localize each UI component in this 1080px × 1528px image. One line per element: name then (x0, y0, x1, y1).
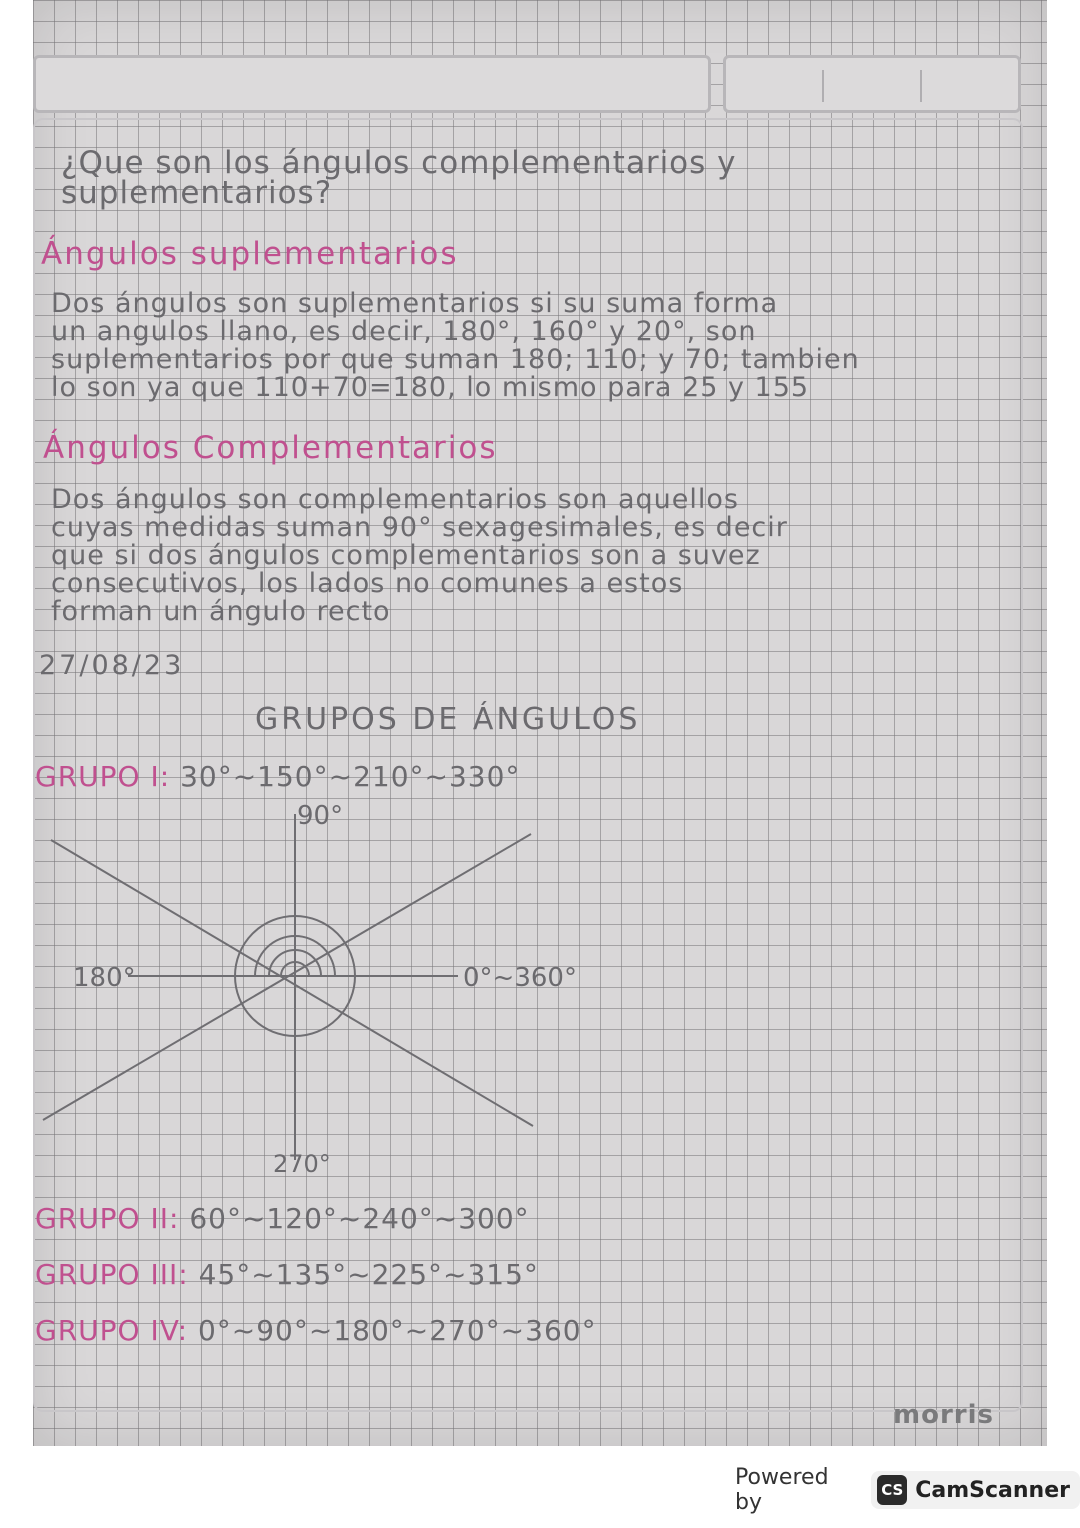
date: 27/08/23 (39, 650, 185, 681)
group-values: 30°~150°~210°~330° (180, 760, 521, 793)
group-label: GRUPO I (35, 760, 160, 793)
comp-line: Dos ángulos son complementarios son aquellos (51, 484, 739, 515)
scanner-footer (735, 1466, 1080, 1514)
label-270: 270° (273, 1150, 331, 1178)
group-row (35, 1202, 530, 1235)
heading-supplementary: Ángulos suplementarios (41, 236, 459, 272)
supp-line: suplementarios por que suman 180; 110; y 70; tambien (51, 344, 860, 375)
notebook-brand-logo: morris (893, 1400, 994, 1430)
groups-title: GRUPOS DE ÁNGULOS (255, 702, 641, 737)
group-values: 0°~90°~180°~270°~360° (197, 1314, 597, 1347)
header-box-left (33, 55, 711, 113)
comp-line: consecutivos, los lados no comunes a estos (51, 568, 684, 599)
supp-line: un angulos llano, es decir, 180°, 160° y 20°, son (51, 316, 757, 347)
comp-line: que si dos ángulos complementarios son a suvez (51, 540, 761, 571)
supp-line: Dos ángulos son suplementarios si su suma forma (51, 288, 779, 319)
group-sep: : (177, 1314, 189, 1347)
camscanner-logo-icon: CS (877, 1475, 907, 1505)
label-90: 90° (297, 801, 344, 831)
group-label: GRUPO IV (35, 1314, 178, 1347)
header-divider (920, 70, 922, 102)
camscanner-badge[interactable] (871, 1471, 1080, 1509)
group-label: GRUPO III (35, 1258, 179, 1291)
header-box-right (723, 55, 1021, 113)
camscanner-name: CamScanner (915, 1477, 1070, 1503)
group-row (35, 1258, 539, 1291)
comp-line: forman un ángulo recto (51, 596, 391, 627)
notebook-page (33, 0, 1047, 1446)
label-180: 180° (73, 963, 136, 993)
header-divider (822, 70, 824, 102)
comp-line: cuyas medidas suman 90° sexagesimales, es decir (51, 512, 788, 543)
heading-complementary: Ángulos Complementarios (43, 430, 498, 466)
group-label: GRUPO II (35, 1202, 169, 1235)
question-title: ¿Que son los ángulos complementarios y suplementarios? (61, 145, 737, 211)
group-values: 45°~135°~225°~315° (198, 1258, 539, 1291)
group-values: 60°~120°~240°~300° (189, 1202, 530, 1235)
group-sep: : (159, 760, 171, 793)
group-row (35, 760, 520, 793)
group-row (35, 1314, 597, 1347)
group-sep: : (178, 1258, 189, 1291)
powered-by-text: Powered by (735, 1465, 829, 1515)
angle-diagram (33, 790, 593, 1180)
label-0-360: 0°~360° (463, 963, 577, 993)
group-sep: : (169, 1202, 180, 1235)
supp-line: lo son ya que 110+70=180, lo mismo para 25 y 155 (51, 372, 810, 403)
